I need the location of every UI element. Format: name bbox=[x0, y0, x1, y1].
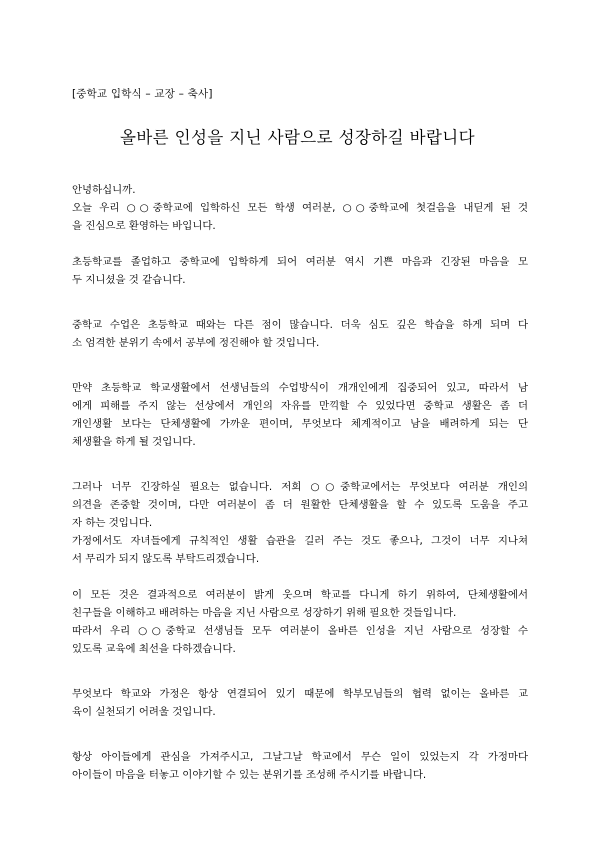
body-line: 이 모든 것은 결과적으로 여러분이 밝게 웃으며 학교를 다니게 하기 위하여, 단체생활에서 bbox=[72, 589, 528, 601]
body-line: 무엇보다 학교와 가정은 항상 연결되어 있기 때문에 학부모님들의 협력 없이는 올바른 교 bbox=[72, 688, 528, 700]
body-line: 그러나 너무 긴장하실 필요는 없습니다. 저희 ○○중학교에서는 무엇보다 여러분 개인의 bbox=[72, 481, 528, 493]
body-line: 에게 피해를 주지 않는 선상에서 개인의 자유를 만끽할 수 있었다면 중학교 생활은 좀 더 bbox=[72, 400, 528, 412]
body-line: 의견을 존중할 것이며, 다만 여러분이 좀 더 원활한 단체생활을 할 수 있도록 도움을 주고 bbox=[72, 499, 528, 511]
body-line: 따라서 우리 ○○중학교 선생님들 모두 여러분이 올바른 인성을 지닌 사람으로 성장할 수 bbox=[72, 625, 528, 637]
document-title: 올바른 인성을 지닌 사람으로 성장하길 바랍니다 bbox=[119, 128, 475, 147]
body-line: 항상 아이들에게 관심을 가져주시고, 그날그날 학교에서 무슨 일이 있었는지 각 가정마다 bbox=[72, 751, 528, 763]
body-line: 만약 초등학교 학교생활에서 선생님들의 수업방식이 개개인에게 집중되어 있고, 따라서 남 bbox=[72, 382, 528, 394]
body-line: 가정에서도 자녀들에게 규칙적인 생활 습관을 길러 주는 것도 좋으나, 그것이 너무 지나쳐 bbox=[72, 535, 528, 547]
body-line: 체생활을 하게 될 것입니다. bbox=[72, 436, 196, 448]
body-line: 개인생활 보다는 단체생활에 가까운 편이며, 무엇보다 체계적이고 남을 배려하게 되는 단 bbox=[72, 418, 528, 430]
body-line: 소 엄격한 분위기 속에서 공부에 정진해야 할 것입니다. bbox=[72, 337, 320, 349]
body-line: 아이들이 마음을 터놓고 이야기할 수 있는 분위기를 조성해 주시기를 바랍니다. bbox=[72, 769, 427, 781]
body-line: 초등학교를 졸업하고 중학교에 입학하게 되어 여러분 역시 기쁜 마음과 긴장된 마음을 모 bbox=[72, 256, 528, 268]
body-line: 자 하는 것입니다. bbox=[72, 517, 153, 529]
body-line: 육이 실천되기 어려울 것입니다. bbox=[72, 706, 216, 718]
body-line: 두 지니셨을 것 같습니다. bbox=[72, 274, 186, 286]
body-line: 친구들을 이해하고 배려하는 마음을 지닌 사람으로 성장하기 위해 필요한 것들입니다. bbox=[72, 607, 457, 619]
document-header: [중학교 입학식 – 교장 – 축사] bbox=[72, 88, 213, 100]
body-line: 오늘 우리 ○○중학교에 입학하신 모든 학생 여러분, ○○중학교에 첫걸음을 내딛게 된 것 bbox=[72, 202, 528, 214]
body-line: 안녕하십니까. bbox=[72, 184, 136, 196]
body-line: 있도록 교육에 최선을 다하겠습니다. bbox=[72, 643, 236, 655]
body-line: 중학교 수업은 초등학교 때와는 다른 점이 많습니다. 더욱 심도 깊은 학습을 하게 되며 다 bbox=[72, 319, 528, 331]
body-line: 을 진심으로 환영하는 바입니다. bbox=[72, 220, 216, 232]
body-line: 서 무리가 되지 않도록 부탁드리겠습니다. bbox=[72, 553, 260, 565]
